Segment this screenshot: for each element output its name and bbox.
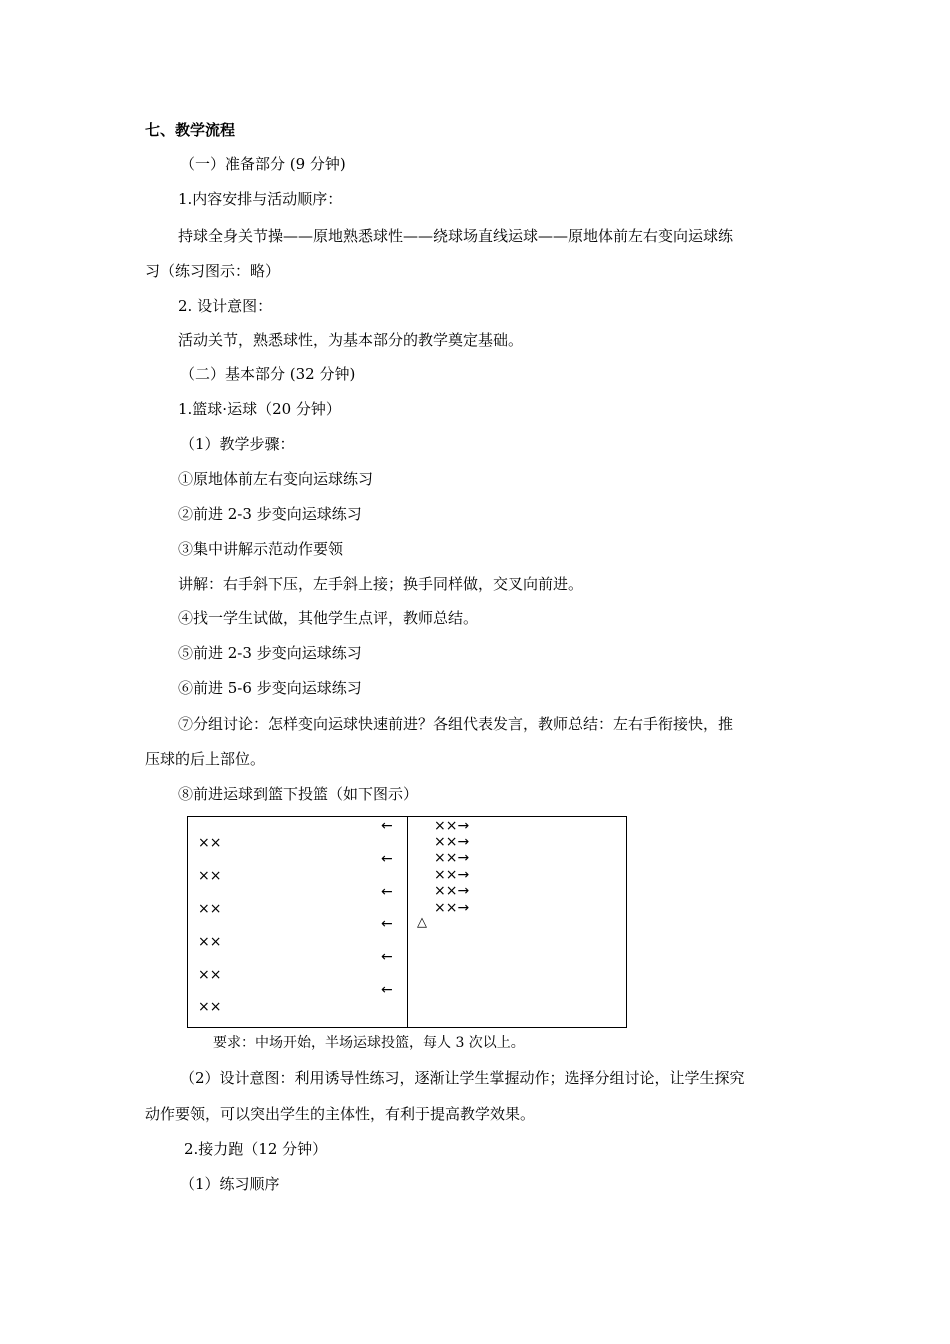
left-player-pair: ×× — [198, 901, 222, 917]
step-3: ③集中讲解示范动作要领 — [178, 540, 344, 558]
diagram-requirement: 要求：中场开始，半场运球投篮，每人 3 次以上。 — [213, 1035, 525, 1051]
right-player-pair: ××→ — [434, 867, 470, 883]
teacher-triangle-icon: △ — [417, 915, 427, 930]
design-intent-line2: 动作要领，可以突出学生的主体性，有利于提高教学效果。 — [145, 1105, 536, 1123]
left-arrow-icon: ← — [381, 851, 393, 867]
right-player-pair: ××→ — [434, 883, 470, 899]
basic-item2-title: 2.接力跑（12 分钟） — [184, 1140, 328, 1158]
diagram-center-line — [407, 817, 408, 1027]
left-arrow-icon: ← — [381, 818, 393, 834]
left-player-pair: ×× — [198, 999, 222, 1015]
design-intent-line1: （2）设计意图：利用诱导性练习，逐渐让学生掌握动作；选择分组讨论，让学生探究 — [180, 1069, 745, 1087]
right-player-pair: ××→ — [434, 900, 470, 916]
left-arrow-icon: ← — [381, 884, 393, 900]
step-8: ⑧前进运球到篮下投篮（如下图示） — [178, 785, 419, 803]
right-player-pair: ××→ — [434, 818, 470, 834]
practice-title: （1）练习顺序 — [180, 1175, 280, 1193]
drill-diagram — [187, 816, 627, 1028]
step-4: ④找一学生试做，其他学生点评，教师总结。 — [178, 609, 479, 627]
basic-heading: （二）基本部分 (32 分钟) — [180, 365, 356, 383]
left-player-pair: ×× — [198, 835, 222, 851]
step-7-line1: ⑦分组讨论：怎样变向运球快速前进？各组代表发言，教师总结：左右手衔接快，推 — [178, 715, 734, 733]
prep-content-line1: 持球全身关节操——原地熟悉球性——绕球场直线运球——原地体前左右变向运球练 — [178, 227, 734, 245]
prep-content-line2: 习（练习图示：略） — [145, 262, 281, 280]
explain-text: 讲解：右手斜下压，左手斜上接；换手同样做，交叉向前进。 — [178, 575, 584, 593]
left-player-pair: ×× — [198, 934, 222, 950]
basic-item1-title: 1.篮球·运球（20 分钟） — [178, 400, 341, 418]
left-arrow-icon: ← — [381, 916, 393, 932]
left-player-pair: ×× — [198, 967, 222, 983]
step-2: ②前进 2-3 步变向运球练习 — [178, 505, 362, 523]
steps-title: （1）教学步骤： — [180, 435, 295, 453]
prep-intent: 活动关节，熟悉球性，为基本部分的教学奠定基础。 — [178, 331, 524, 349]
right-player-pair: ××→ — [434, 850, 470, 866]
section-title: 七、教学流程 — [145, 121, 236, 139]
left-player-pair: ×× — [198, 868, 222, 884]
prep-item2-title: 2. 设计意图： — [178, 297, 273, 315]
step-1: ①原地体前左右变向运球练习 — [178, 470, 374, 488]
step-7-line2: 压球的后上部位。 — [145, 750, 266, 768]
prep-heading: （一）准备部分 (9 分钟) — [180, 155, 346, 173]
step-5: ⑤前进 2-3 步变向运球练习 — [178, 644, 362, 662]
left-arrow-icon: ← — [381, 982, 393, 998]
prep-item1-title: 1.内容安排与活动顺序： — [178, 190, 343, 208]
step-6: ⑥前进 5-6 步变向运球练习 — [178, 679, 362, 697]
left-arrow-icon: ← — [381, 949, 393, 965]
right-player-pair: ××→ — [434, 834, 470, 850]
